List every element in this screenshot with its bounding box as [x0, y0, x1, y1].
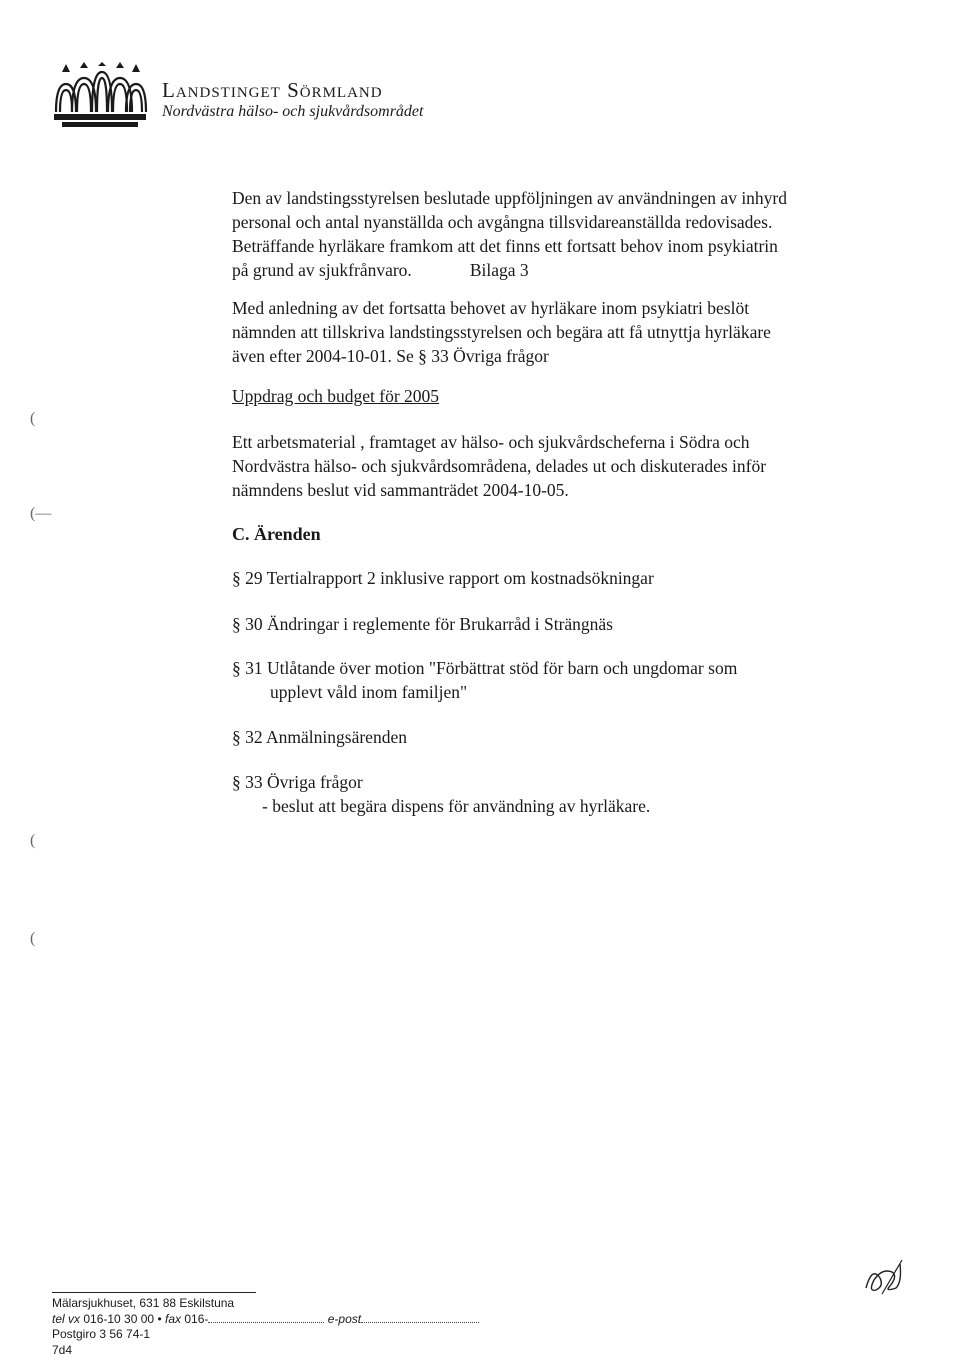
- tel-label: tel vx: [52, 1312, 80, 1326]
- footer-document-code: 7d4: [52, 1343, 479, 1358]
- footer-phone-line: tel vx 016-10 30 00 • fax 016- e-post: [52, 1312, 479, 1328]
- margin-mark: (: [30, 410, 35, 428]
- agenda-item: [232, 656, 737, 704]
- paragraph-arbetsmaterial: [232, 430, 832, 502]
- margin-mark: (—: [30, 505, 51, 523]
- text-line: nämnden att tillskriva landstingsstyrelsen och begära att få utnyttja hyrläkare: [232, 320, 832, 344]
- email-blank-line: [361, 1312, 479, 1323]
- margin-mark: (: [30, 832, 35, 850]
- handwritten-initials-signature: [862, 1258, 904, 1296]
- agenda-item: [232, 725, 407, 749]
- fax-blank-line: [208, 1312, 324, 1323]
- text-line-with-ref: [232, 258, 832, 282]
- footer-divider: [52, 1292, 256, 1293]
- agenda-item-title: § 29 Tertialrapport 2 inklusive rapport om kostnadsökningar: [232, 568, 654, 588]
- attachment-reference: Bilaga 3: [470, 260, 529, 280]
- agenda-item-subpoint: - beslut att begära dispens för användning av hyrläkare.: [232, 794, 650, 818]
- agenda-item: [232, 566, 654, 590]
- tel-number: 016-10 30 00: [83, 1312, 154, 1326]
- organization-unit: Nordvästra hälso- och sjukvårdsområdet: [162, 103, 423, 121]
- section-heading-uppdrag: Uppdrag och budget för 2005: [232, 386, 439, 407]
- agenda-item-continuation: upplevt våld inom familjen": [232, 680, 737, 704]
- margin-mark: (: [30, 930, 35, 948]
- agenda-item-title: § 32 Anmälningsärenden: [232, 727, 407, 747]
- paragraph-hyrlakare: [232, 296, 832, 368]
- organization-name: Landstinget Sörmland: [162, 78, 383, 103]
- agenda-item-title: § 30 Ändringar i reglemente för Brukarråd i Strängnäs: [232, 614, 613, 634]
- agenda-item: [232, 612, 613, 636]
- text-line: Nordvästra hälso- och sjukvårdsområdena, delades ut och diskuterades inför: [232, 454, 832, 478]
- footer-contact: [52, 1292, 479, 1358]
- text-line: på grund av sjukfrånvaro.: [232, 260, 412, 280]
- text-line: nämndens beslut vid sammanträdet 2004-10-05.: [232, 478, 832, 502]
- paragraph-uppfoljning: [232, 186, 832, 282]
- footer-postgiro: Postgiro 3 56 74-1: [52, 1327, 479, 1343]
- fax-number: 016-: [184, 1312, 208, 1326]
- agenda-item-title: § 31 Utlåtande över motion "Förbättrat stöd för barn och ungdomar som: [232, 658, 737, 678]
- text-line: Ett arbetsmaterial , framtaget av hälso- och sjukvårdscheferna i Södra och: [232, 430, 832, 454]
- text-line: Den av landstingsstyrelsen beslutade uppföljningen av användningen av inhyrd: [232, 186, 832, 210]
- text-line: Beträffande hyrläkare framkom att det finns ett fortsatt behov inom psykiatrin: [232, 234, 832, 258]
- text-line: personal och antal nyanställda och avgångna tillsvidareanställda redovisades.: [232, 210, 832, 234]
- text-line: Med anledning av det fortsatta behovet av hyrläkare inom psykiatri beslöt: [232, 296, 832, 320]
- footer-address: Mälarsjukhuset, 631 88 Eskilstuna: [52, 1296, 479, 1312]
- landstinget-crown-logo: [52, 62, 148, 130]
- email-label: e-post: [328, 1312, 361, 1326]
- fax-label: fax: [165, 1312, 181, 1326]
- section-title-arenden: C. Ärenden: [232, 524, 321, 545]
- text-line: även efter 2004-10-01. Se § 33 Övriga frågor: [232, 344, 832, 368]
- agenda-item: [232, 770, 650, 818]
- agenda-item-title: § 33 Övriga frågor: [232, 772, 363, 792]
